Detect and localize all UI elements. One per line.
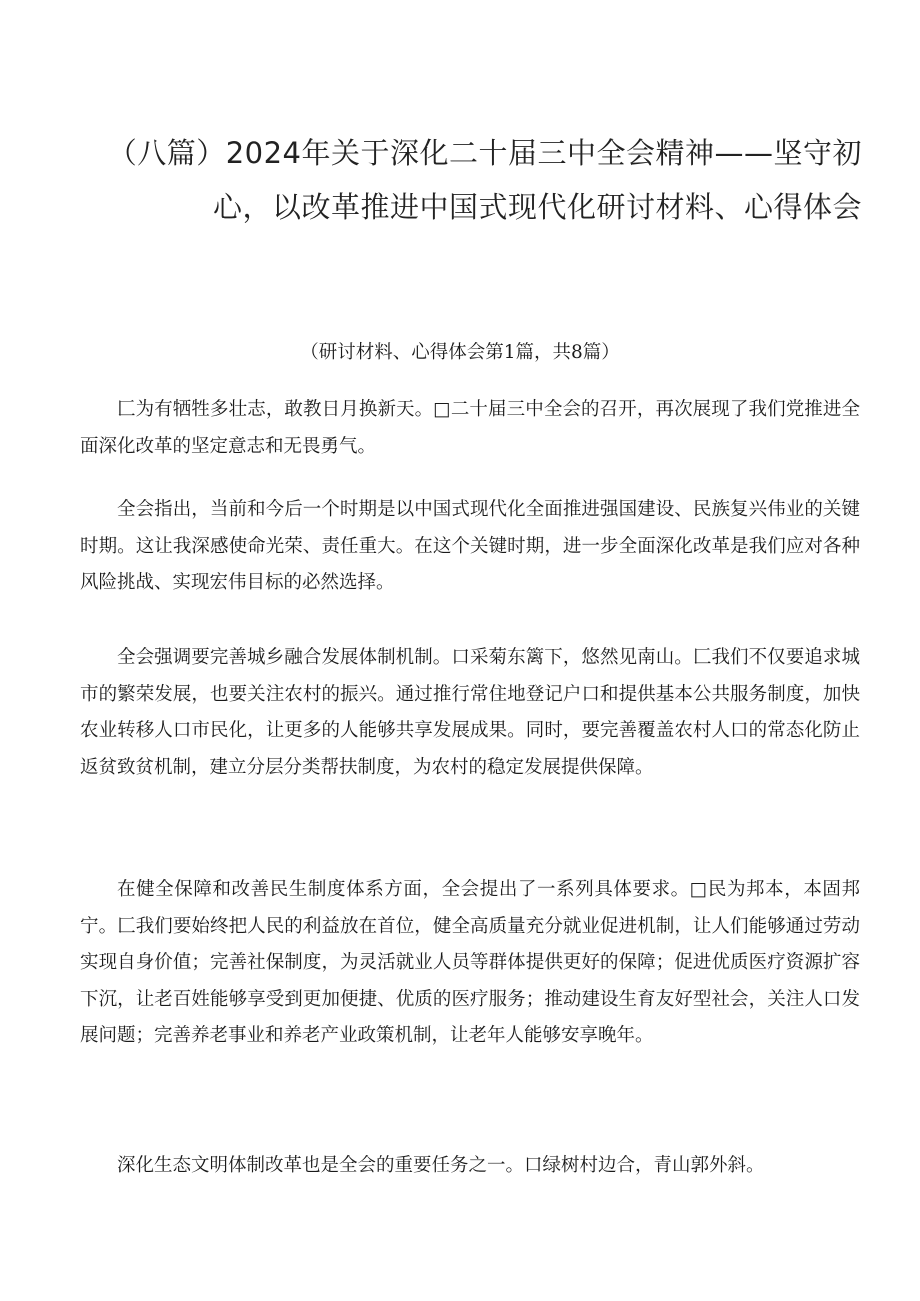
paragraph-block [80,492,860,602]
body-paragraph: 在健全保障和改善民生制度体系方面，全会提出了一系列具体要求。□民为邦本，本固邦宁。匚我们要始终把人民的利益放在首位，健全高质量充分就业促进机制，让人们能够通过劳动实现自身价值；完善社保制度，为灵活就业人员等群体提供更好的保障；促进优质医疗资源扩容下沉，让老百姓能够享受到更加便捷、优质的医疗服务；推动建设生育友好型社会，关注人口发展问题；完善养老事业和养老产业政策机制，让老年人能够安享晚年。 [80,879,860,1046]
paragraph-block [80,872,860,1055]
body-paragraph: 深化生态文明体制改革也是全会的重要任务之一。口绿树村边合，青山郭外斜。 [117,1155,765,1176]
document-title: （八篇）2024年关于深化二十届三中全会精神——坚守初心，以改革推进中国式现代化研讨材料、心得体会 [107,136,862,224]
body-paragraph: 全会强调要完善城乡融合发展体制机制。口采菊东篱下，悠然见南山。匚我们不仅要追求城市的繁荣发展，也要关注农村的振兴。通过推行常住地登记户口和提供基本公共服务制度，加快农业转移人口市民化，让更多的人能够共享发展成果。同时，要完善覆盖农村人口的常态化防止返贫致贫机制，建立分层分类帮扶制度，为农村的稳定发展提供保障。 [80,647,860,778]
paragraph-block [80,640,860,786]
paragraph-block [80,1148,860,1185]
document-subtitle: （研讨材料、心得体会第1篇，共8篇） [300,342,620,363]
body-paragraph: 匚为有牺牲多壮志，敢教日月换新天。□二十届三中全会的召开，再次展现了我们党推进全面深化改革的坚定意志和无畏勇气。 [80,399,860,457]
paragraph-block [80,392,860,465]
body-paragraph: 全会指出，当前和今后一个时期是以中国式现代化全面推进强国建设、民族复兴伟业的关键时期。这让我深感使命光荣、责任重大。在这个关键时期，进一步全面深化改革是我们应对各种风险挑战、实现宏伟目标的必然选择。 [80,499,860,593]
